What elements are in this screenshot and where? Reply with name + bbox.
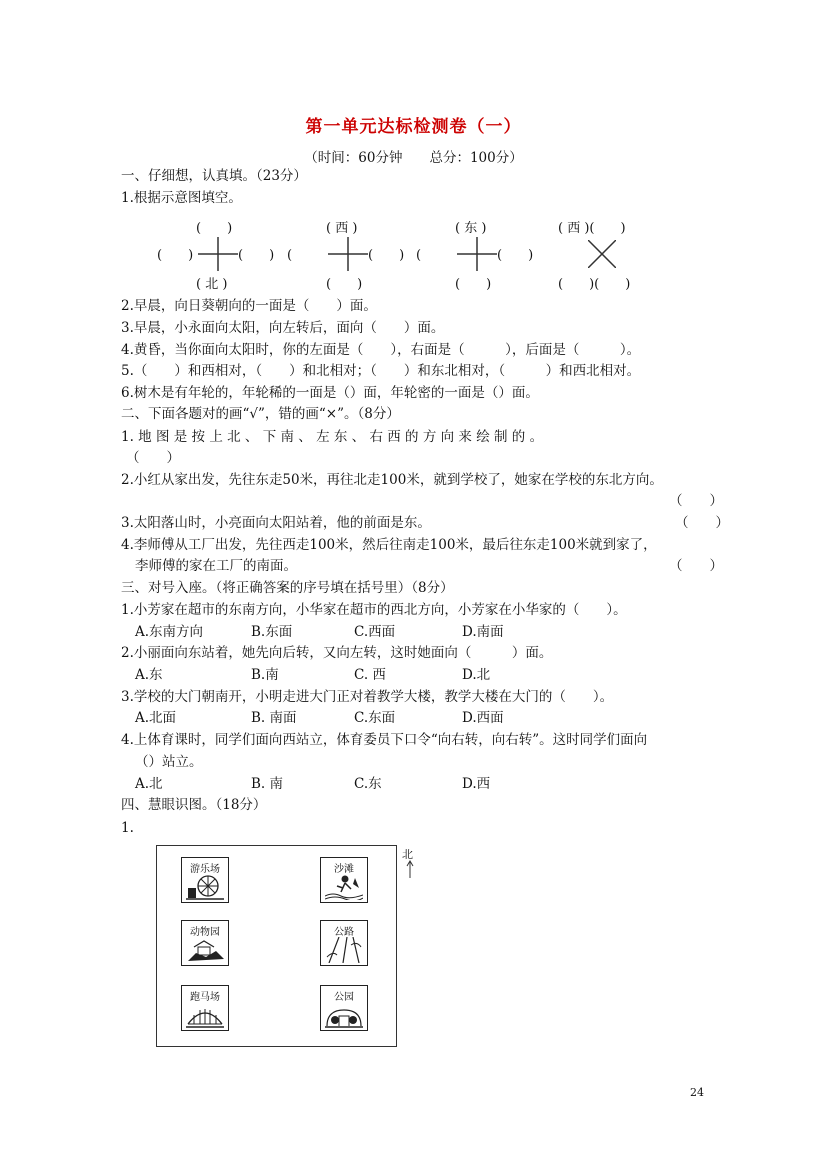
option-d: D.南面: [462, 624, 504, 640]
question-3-4: 4.上体育课时，同学们面向西站立，体育委员下口令“向右转，向右转”。这时同学们面向: [121, 732, 648, 748]
ferris-wheel-icon: [186, 874, 224, 900]
answer-blank: （ ）: [669, 493, 723, 509]
zoo-icon: [186, 937, 224, 963]
cross-icon: [198, 237, 238, 271]
answer-blank: （ ）: [675, 515, 729, 531]
answer-blank: （ ）: [126, 450, 180, 466]
question-3-1: 1.小芳家在超市的东南方向，小华家在超市的西北方向，小芳家在小华家的（ ）。: [121, 602, 627, 618]
park-icon: [325, 1002, 363, 1028]
question-1-5: 5.（ ）和西相对，（ ）和北相对；（ ）和东北相对，（ ）和西北相对。: [121, 363, 641, 379]
place-beach: 沙滩: [320, 857, 368, 903]
question-3-3: 3.学校的大门朝南开，小明走进大门正对着教学大楼，教学大楼在大门的（ ）。: [121, 689, 614, 705]
option-a: A.北: [135, 776, 163, 792]
option-b: B. 南面: [251, 710, 297, 726]
option-d: D.西: [462, 776, 491, 792]
question-2-3: 3.太阳落山时，小亮面向太阳站着，他的前面是东。: [121, 515, 431, 531]
exam-info: （时间：60分钟 总分：100分）: [304, 150, 523, 166]
question-2-4-cont: 李师傅的家在工厂的南面。: [135, 558, 297, 574]
section-2-heading: 二、下面各题对的画“√”，错的画“×”。（8分）: [121, 406, 400, 422]
section-4-heading: 四、慧眼识图。（18分）: [121, 797, 267, 813]
road-icon: [325, 937, 363, 963]
answer-blank: （ ）: [669, 558, 723, 574]
question-1-4: 4.黄昏，当你面向太阳时，你的左面是（ ），右面是（ ），后面是（ ）。: [121, 342, 641, 358]
question-2-4: 4.李师傅从工厂出发，先往西走100米，然后往南走100米，最后往东走100米就到家了，: [121, 537, 657, 553]
option-d: D.西面: [462, 710, 504, 726]
question-1-1: 1.根据示意图填空。: [121, 190, 242, 206]
option-a: A.东南方向: [135, 624, 204, 640]
place-road: 公路: [320, 920, 368, 966]
option-c: C.西面: [354, 624, 396, 640]
option-c: C.东: [354, 776, 382, 792]
question-2-2: 2.小红从家出发，先往东走50米，再往北走100米，就到学校了，她家在学校的东北方向。: [121, 472, 663, 488]
north-arrow-icon: [406, 860, 414, 878]
cross-icon: [457, 237, 497, 271]
option-b: B. 南: [251, 776, 284, 792]
diagonal-cross-icon: [588, 240, 616, 268]
section-3-heading: 三、对号入座。（将正确答案的序号填在括号里）（8分）: [121, 580, 454, 596]
question-2-1: 1. 地 图 是 按 上 北 、 下 南 、 左 东 、 右 西 的 方 向 来 绘 制 的 。: [121, 429, 544, 445]
page-number: 24: [690, 1086, 704, 1099]
question-4-1: 1.: [121, 820, 134, 836]
question-1-6: 6.树木是有年轮的，年轮稀的一面是（）面，年轮密的一面是（）面。: [121, 385, 539, 401]
question-1-3: 3.早晨，小永面向太阳，向左转后，面向（ ）面。: [121, 320, 445, 336]
option-a: A.北面: [135, 710, 177, 726]
north-label: 北: [402, 848, 413, 861]
racecourse-icon: [186, 1002, 224, 1028]
question-3-2: 2.小丽面向东站着，她先向后转，又向左转，这时她面向（ ）面。: [121, 645, 553, 661]
beach-person-icon: [325, 874, 363, 900]
section-1-heading: 一、仔细想，认真填。（23分）: [121, 168, 307, 184]
place-zoo: 动物园: [181, 920, 229, 966]
page-title: 第一单元达标检测卷（一）: [305, 117, 522, 137]
option-b: B.南: [251, 667, 279, 683]
question-1-2: 2.早晨，向日葵朝向的一面是（ ）面。: [121, 298, 377, 314]
option-c: C.东面: [354, 710, 396, 726]
worksheet-page: 第一单元达标检测卷（一） （时间：60分钟 总分：100分） 一、仔细想，认真填。（23分） 1.根据示意图填空。 ( ) ( ) ( ) ( 北 ) ( 西 ) ( ( ) ( ) ( 东 ) ( ( ) ( ) ( 西 )( ) ( )( ) 2.早晨，向日葵朝向的一面是（ ）面。 3.早晨，小永面向太阳，向左转后，面向（ ）面。 4.黄昏，当你面向太阳时，你的左面是（ ），右面是（ ），后面是（ ）。 5.（ ）和西相对，（ ）和北相对；（ ）和东北相对，（ ）和西北相对。 6.树木是有年轮的，年轮稀的一面是（）面，年轮密的一面是（）面。 二、下面各题对的画“√”，错的画“×”。（8分） 1. 地 图 是 按 上 北 、 下 南 、 左 东 、 右 西 的 方 向 来 绘 制 的 。 （ ） 2.小红从家出发，先往东走50米，再往北走100米，就到学校了，她家在学校的东北方向。 （ ） 3.太阳落山时，小亮面向太阳站着，他的前面是东。 （ ） 4.李师傅从工厂出发，先往西走100米，然后往南走100米，最后往东走100米就到家了， 李师傅的家在工厂的南面。 （ ） 三、对号入座。（将正确答案的序号填在括号里）（8分） 1.小芳家在超市的东南方向，小华家在超市的西北方向，小芳家在小华家的（ ）。 A.东南方向 B.东面 C.西面 D.南面 2.小丽面向东站着，她先向后转，又向左转，这时她面向（ ）面。 A.东 B.南 C. 西 D.北 3.学校的大门朝南开，小明走进大门正对着教学大楼，教学大楼在大门的（ ）。 A.北面 B. 南面 C.东面 D.西面 4.上体育课时，同学们面向西站立，体育委员下口令“向右转，向右转”。这时同学们面向 （）站立。 A.北 B. 南 C.东 D.西 四、慧眼识图。（18分） 1. 北 游乐场 沙滩 动物园 公路 跑马场 公园 24: [0, 0, 827, 1170]
option-c: C. 西: [354, 667, 386, 683]
place-racecourse: 跑马场: [181, 985, 229, 1031]
cross-icon: [328, 237, 368, 271]
place-amusement-park: 游乐场: [181, 857, 229, 903]
option-b: B.东面: [251, 624, 293, 640]
option-a: A.东: [135, 667, 163, 683]
question-3-4-cont: （）站立。: [135, 754, 203, 770]
option-d: D.北: [462, 667, 491, 683]
place-park: 公园: [320, 985, 368, 1031]
